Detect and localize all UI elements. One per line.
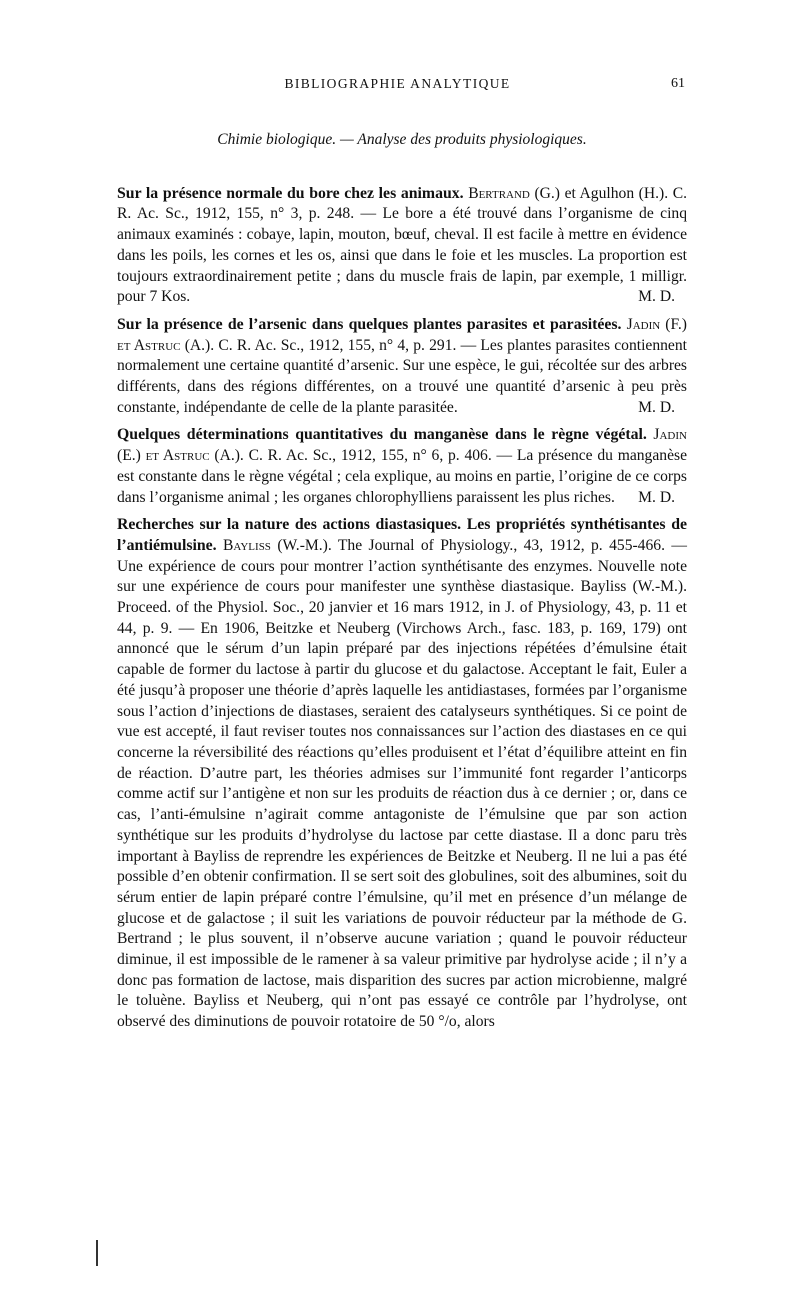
entry-text: The Journal of Physiology., 43, 1912, p. 455-466. — Une expérience de cours pour montrer l’action synthétisante des enzymes. Nouvelle note sur une expérience de cours pour manifester une synthèse diastasique. Bayliss (W.-M.). Proceed. of the Physiol. Soc., 20 janvier et 16 mars 1912, in J. of Physiology, 43, p. 11 et 44, p. 9. — En 1906, Beitzke et Neuberg (Virchows Arch., fasc. 183, p. 169, 179) ont annoncé que le sérum d’un lapin préparé par des injections répétées d’émulsine était capable de former du lactose à partir du glucose et du galactose. Acceptant le fait, Euler a été jusqu’à proposer une théorie d’après laquelle les antidiastases, formées par l’organisme sous l’action d’injections de diastases, seraient des catalyseurs synthétiques. Si ce point de vue est accepté, il faut reviser toutes nos connaissances sur l’action des diastases en ce qui concerne la réversibilité des réactions qu’elles produisent et l’état d’équilibre atteint en fin de réaction. D’autre part, les théories admises sur l’immunité font regarder l’anticorps comme actif sur l’antigène et non sur les produits de réaction dus à ce dernier ; or, dans ce cas, l’anti-émulsine n’agirait comme antagoniste de l’émulsine que par son action synthétique sur les produits d’hydrolyse du lactose par cette diastase. Il a donc paru très important à Bayliss de reprendre les expériences de Beitzke et Neuberg. Il ne lui a pas été possible d’en obtenir confirmation. Il se sert soit des globulines, soit des albumines, soit du sérum entier de lapin préparé contre l’émulsine, qu’il met en présence d’un mélange de glucose et de galactose ; il suit les variations de pouvoir réducteur par la méthode de G. Bertrand ; le plus souvent, il n’observe aucune variation ; quand le pouvoir réducteur diminue, il est impossible de le ramener à sa valeur primitive par hydrolyse acide ; il n’y a donc pas formation de lactose, mais disparition des sucres par action microbienne, malgré le toluène. Bayliss et Neuberg, qui n’ont pas essayé ce contrôle par l’hydrolyse, ont observé des diminutions de pouvoir rotatoire de 50 °/o, alors bbox=[117, 536, 687, 1031]
entry-authors: Jadin (F.) et Astruc (A.). bbox=[117, 315, 687, 354]
entry-manganese bbox=[117, 425, 687, 508]
entry-title: Recherches sur la nature des actions diastasiques. Les propriétés synthétisantes de l’antiémulsine. bbox=[117, 516, 687, 554]
page-number: 61 bbox=[671, 76, 685, 91]
entry-authors: Bayliss (W.-M.). bbox=[223, 536, 332, 554]
entry-title: Quelques déterminations quantitatives du manganèse dans le règne végétal. bbox=[117, 426, 647, 444]
entry-signature: M. D. bbox=[638, 488, 675, 506]
entry-title: Sur la présence normale du bore chez les animaux. bbox=[117, 184, 464, 202]
entry-signature: M. D. bbox=[638, 398, 675, 416]
entry-title: Sur la présence de l’arsenic dans quelques plantes parasites et parasitées. bbox=[117, 315, 622, 333]
article-body bbox=[117, 130, 687, 1040]
entry-signature: M. D. bbox=[638, 288, 675, 306]
margin-mark bbox=[96, 1240, 98, 1266]
running-head bbox=[110, 76, 685, 100]
entry-authors: Jadin (E.) et Astruc (A.). bbox=[117, 426, 687, 465]
section-heading: Chimie biologique. — Analyse des produits physiologiques. bbox=[217, 131, 587, 148]
entry-text: (G.) et Agulhon (H.). C. R. Ac. Sc., 1912, 155, n° 3, p. 248. — Le bore a été trouvé dans l’organisme de cinq animaux examinés : cobaye, lapin, mouton, bœuf, cheval. Il est facile à mettre en évidence dans les poils, les cornes et les os, ainsi que dans le foie et les muscles. La proportion est toujours extraordinairement petite ; dans du muscle frais de lapin, par exemple, 1 milligr. pour 7 Kos. bbox=[117, 184, 687, 306]
entry-antiemulsine bbox=[117, 515, 687, 1033]
entry-bore bbox=[117, 184, 687, 308]
entry-arsenic bbox=[117, 315, 687, 419]
entry-text: C. R. Ac. Sc., 1912, 155, n° 6, p. 406. — La présence du manganèse est constante dans le règne végétal ; cela explique, au moins en partie, l’origine de ce corps dans l’organisme animal ; les organes chlorophylliens paraissent les plus riches. bbox=[117, 447, 687, 506]
entry-text: C. R. Ac. Sc., 1912, 155, n° 4, p. 291. — Les plantes parasites contiennent normalement une certaine quantité d’arsenic. Sur une espèce, le gui, récoltée sur des arbres différents, dans des régions différentes, on a trouvé une quantité d’arsenic à peu près constante, indépendante de celle de la plante parasitée. bbox=[117, 336, 687, 416]
entry-authors: Bertrand bbox=[468, 184, 530, 202]
running-title: BIBLIOGRAPHIE ANALYTIQUE bbox=[284, 76, 511, 91]
